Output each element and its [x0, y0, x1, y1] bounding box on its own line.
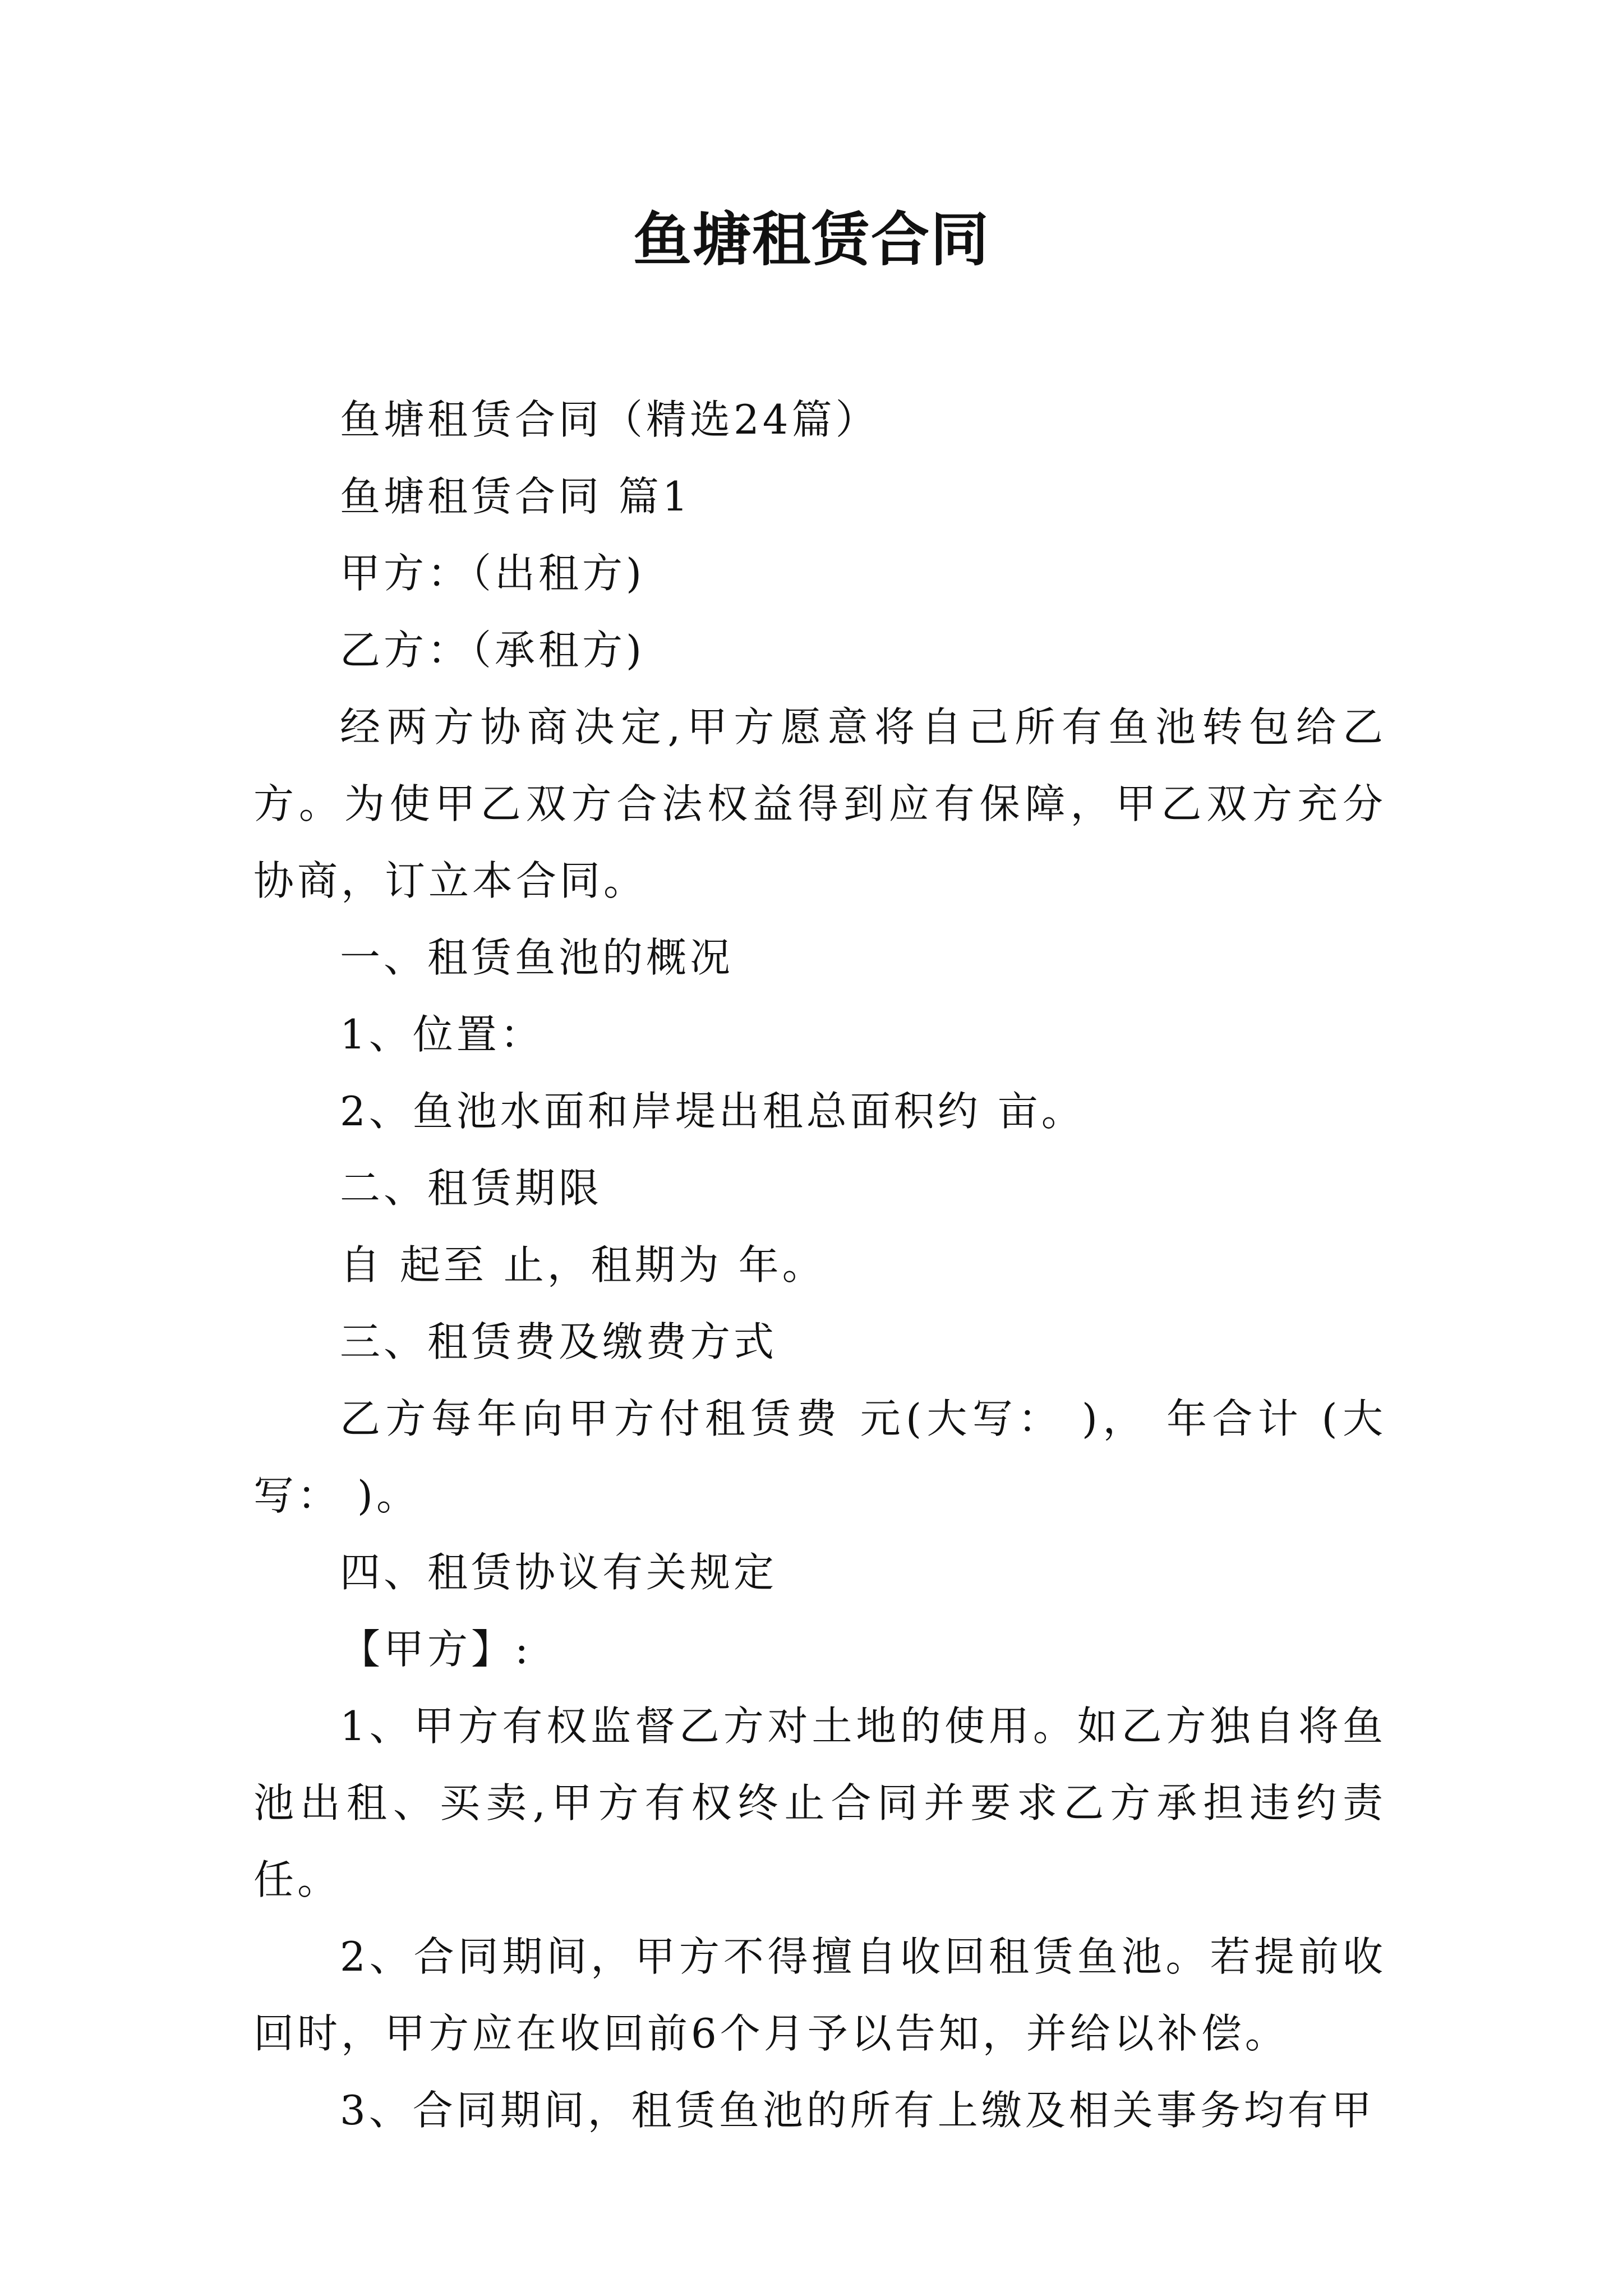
- party-a-rule-2: 2、合同期间，甲方不得擅自收回租赁鱼池。若提前收回时，甲方应在收回前6个月予以告知，并给以补偿。: [253, 1933, 1386, 2057]
- heading-pond-overview: 一、租赁鱼池的概况: [340, 934, 734, 981]
- section-heading-part-1: 鱼塘租赁合同 篇1: [340, 473, 691, 520]
- party-a-line: 甲方：（出租方): [340, 550, 645, 597]
- heading-lease-fee: 三、租赁费及缴费方式: [340, 1318, 778, 1365]
- item-location: 1、位置：: [340, 1011, 544, 1058]
- subtitle-paragraph: 鱼塘租赁合同（精选24篇）: [340, 396, 879, 443]
- party-a-subheading: 【甲方】:: [340, 1626, 532, 1673]
- party-a-rule-3: 3、合同期间，租赁鱼池的所有上缴及相关事务均有甲: [340, 2087, 1375, 2134]
- heading-lease-rules: 四、租赁协议有关规定: [340, 1549, 778, 1596]
- document-body: [253, 381, 1386, 2149]
- party-a-rule-1: 1、甲方有权监督乙方对土地的使用。如乙方独自将鱼池出租、买卖,甲方有权终止合同并要求乙方承担违约责任。: [253, 1703, 1386, 1903]
- document-title: 鱼塘租赁合同: [633, 205, 990, 274]
- intro-paragraph: 经两方协商决定,甲方愿意将自己所有鱼池转包给乙方。为使甲乙双方合法权益得到应有保障，甲乙双方充分协商，订立本合同。: [253, 703, 1386, 904]
- item-area: 2、鱼池水面和岸堤出租总面积约 亩。: [340, 1088, 1085, 1135]
- lease-term-text: 自 起至 止，租期为 年。: [340, 1241, 826, 1289]
- party-b-line: 乙方：（承租方): [340, 627, 645, 674]
- lease-fee-text: 乙方每年向甲方付租赁费 元(大写： )， 年合计 (大写： )。: [253, 1395, 1386, 1519]
- heading-lease-term: 二、租赁期限: [340, 1165, 603, 1212]
